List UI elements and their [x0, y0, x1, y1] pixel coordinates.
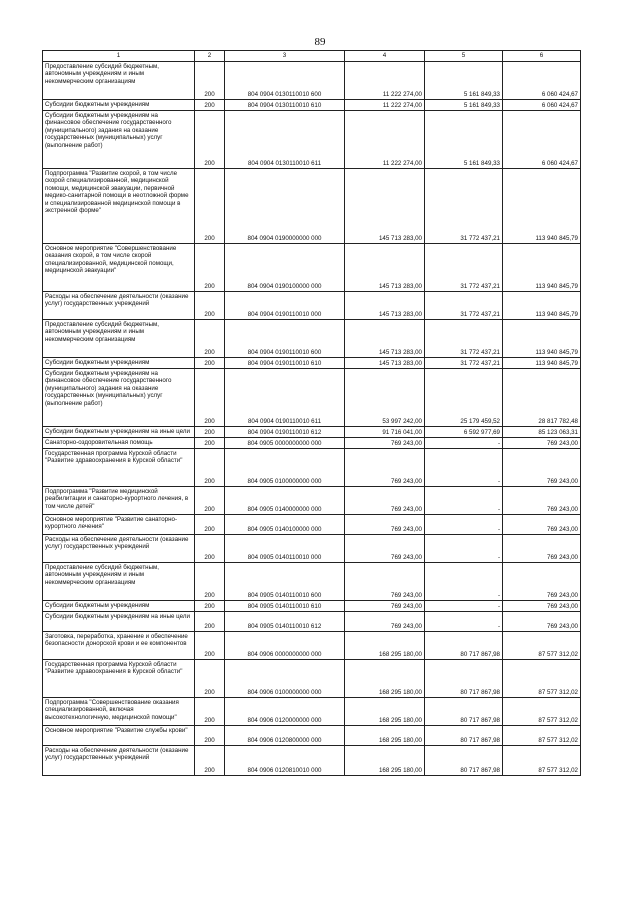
row-value-col4: 769 243,00	[345, 487, 425, 515]
row-value-col4: 91 716 041,00	[345, 427, 425, 438]
row-description: Расходы на обеспечение деятельности (оказание услуг) государственных учреждений	[43, 535, 195, 563]
row-code: 200	[195, 563, 225, 601]
table-header-row	[43, 51, 581, 62]
row-code: 200	[195, 427, 225, 438]
row-classification-code: 804 0905 0000000000 000	[225, 438, 345, 449]
row-value-col5: 25 179 459,52	[425, 369, 503, 427]
row-value-col5: 31 772 437,21	[425, 292, 503, 320]
row-classification-code: 804 0904 0130110010 611	[225, 111, 345, 169]
row-description: Расходы на обеспечение деятельности (оказание услуг) государственных учреждений	[43, 292, 195, 320]
row-value-col4: 145 713 283,00	[345, 320, 425, 358]
row-classification-code: 804 0905 0100000000 000	[225, 449, 345, 487]
row-value-col5: -	[425, 535, 503, 563]
row-code: 200	[195, 358, 225, 369]
row-value-col5: 5 161 849,33	[425, 111, 503, 169]
table-row	[43, 487, 581, 515]
row-description: Предоставление субсидий бюджетным, автономным учреждениям и иным некоммерческим организациям	[43, 62, 195, 100]
row-value-col6: 87 577 312,02	[503, 698, 581, 726]
row-classification-code: 804 0904 0130110010 610	[225, 100, 345, 111]
row-code: 200	[195, 612, 225, 632]
row-description: Заготовка, переработка, хранение и обеспечение безопасности донорской крови и ее компонентов	[43, 632, 195, 660]
table-row	[43, 100, 581, 111]
row-value-col6: 87 577 312,02	[503, 726, 581, 746]
row-description: Субсидии бюджетным учреждениям на иные цели	[43, 612, 195, 632]
table-row	[43, 358, 581, 369]
table-row	[43, 632, 581, 660]
table-body	[43, 62, 581, 776]
row-value-col5: 6 592 977,69	[425, 427, 503, 438]
row-code: 200	[195, 369, 225, 427]
table-row	[43, 698, 581, 726]
row-code: 200	[195, 62, 225, 100]
row-classification-code: 804 0905 0140110010 000	[225, 535, 345, 563]
table-row	[43, 292, 581, 320]
column-header: 1	[43, 51, 195, 62]
row-value-col4: 769 243,00	[345, 515, 425, 535]
row-code: 200	[195, 726, 225, 746]
table-row	[43, 369, 581, 427]
row-value-col5: -	[425, 438, 503, 449]
row-classification-code: 804 0904 0190110010 000	[225, 292, 345, 320]
row-description: Государственная программа Курской области "Развитие здравоохранения в Курской области"	[43, 449, 195, 487]
row-value-col4: 769 243,00	[345, 612, 425, 632]
table-row	[43, 244, 581, 292]
row-classification-code: 804 0904 0190110010 600	[225, 320, 345, 358]
row-value-col6: 769 243,00	[503, 563, 581, 601]
row-value-col6: 113 940 845,79	[503, 169, 581, 244]
row-value-col4: 145 713 283,00	[345, 244, 425, 292]
row-classification-code: 804 0905 0140110010 612	[225, 612, 345, 632]
row-value-col5: 31 772 437,21	[425, 169, 503, 244]
row-description: Санаторно-оздоровительная помощь	[43, 438, 195, 449]
row-value-col4: 145 713 283,00	[345, 358, 425, 369]
row-value-col5: 80 717 867,98	[425, 746, 503, 776]
row-value-col6: 85 123 063,31	[503, 427, 581, 438]
row-classification-code: 804 0906 0120000000 000	[225, 698, 345, 726]
row-value-col5: 80 717 867,98	[425, 660, 503, 698]
row-value-col4: 168 295 180,00	[345, 632, 425, 660]
row-description: Субсидии бюджетным учреждениям	[43, 100, 195, 111]
row-classification-code: 804 0904 0190100000 000	[225, 244, 345, 292]
row-description: Субсидии бюджетным учреждениям на иные цели	[43, 427, 195, 438]
row-value-col4: 769 243,00	[345, 535, 425, 563]
table-row	[43, 660, 581, 698]
budget-table	[42, 50, 581, 776]
row-description: Предоставление субсидий бюджетным, автономным учреждениям и иным некоммерческим организациям	[43, 563, 195, 601]
row-value-col6: 87 577 312,02	[503, 660, 581, 698]
row-value-col6: 28 817 782,48	[503, 369, 581, 427]
row-value-col4: 168 295 180,00	[345, 726, 425, 746]
column-header: 3	[225, 51, 345, 62]
row-description: Подпрограмма "Совершенствование оказания специализированной, включая высокотехнологичную, медицинской помощи"	[43, 698, 195, 726]
row-code: 200	[195, 244, 225, 292]
table-row	[43, 726, 581, 746]
row-value-col5: -	[425, 515, 503, 535]
row-value-col5: 31 772 437,21	[425, 358, 503, 369]
row-value-col6: 113 940 845,79	[503, 292, 581, 320]
row-code: 200	[195, 515, 225, 535]
row-classification-code: 804 0904 0130110010 600	[225, 62, 345, 100]
row-classification-code: 804 0905 0140100000 000	[225, 515, 345, 535]
row-code: 200	[195, 100, 225, 111]
table-row	[43, 612, 581, 632]
row-value-col6: 113 940 845,79	[503, 244, 581, 292]
row-classification-code: 804 0906 0000000000 000	[225, 632, 345, 660]
row-description: Субсидии бюджетным учреждениям	[43, 601, 195, 612]
row-description: Основное мероприятие "Совершенствование оказания скорой, в том числе скорой специализированной, медицинской помощи, медицинской эвакуации"	[43, 244, 195, 292]
row-code: 200	[195, 111, 225, 169]
row-value-col6: 769 243,00	[503, 449, 581, 487]
row-value-col6: 769 243,00	[503, 612, 581, 632]
row-code: 200	[195, 320, 225, 358]
row-description: Основное мероприятие "Развитие службы крови"	[43, 726, 195, 746]
row-value-col4: 769 243,00	[345, 563, 425, 601]
row-value-col5: -	[425, 449, 503, 487]
row-value-col6: 113 940 845,79	[503, 320, 581, 358]
row-classification-code: 804 0905 0140110010 600	[225, 563, 345, 601]
table-row	[43, 601, 581, 612]
row-description: Предоставление субсидий бюджетным, автономным учреждениям и иным некоммерческим организациям	[43, 320, 195, 358]
row-value-col4: 769 243,00	[345, 438, 425, 449]
row-value-col4: 53 997 242,00	[345, 369, 425, 427]
table-row	[43, 320, 581, 358]
row-value-col5: 80 717 867,98	[425, 726, 503, 746]
row-value-col6: 113 940 845,79	[503, 358, 581, 369]
row-value-col5: -	[425, 487, 503, 515]
table-row	[43, 438, 581, 449]
row-value-col6: 769 243,00	[503, 535, 581, 563]
table-row	[43, 563, 581, 601]
row-description: Подпрограмма "Развитие скорой, в том числе скорой специализированной, медицинской помощи, медицинской эвакуации, первичной медико-санитарной помощи в неотложной форме и специализированной медицинской помощи в экстренной форме"	[43, 169, 195, 244]
table-row	[43, 111, 581, 169]
row-classification-code: 804 0905 0140000000 000	[225, 487, 345, 515]
column-header: 4	[345, 51, 425, 62]
row-value-col6: 87 577 312,02	[503, 632, 581, 660]
row-code: 200	[195, 601, 225, 612]
table-row	[43, 62, 581, 100]
row-classification-code: 804 0905 0140110010 610	[225, 601, 345, 612]
row-description: Государственная программа Курской области "Развитие здравоохранения в Курской области"	[43, 660, 195, 698]
row-value-col5: -	[425, 612, 503, 632]
page-number: 89	[314, 36, 326, 48]
row-value-col6: 6 060 424,67	[503, 111, 581, 169]
row-code: 200	[195, 660, 225, 698]
row-value-col5: 31 772 437,21	[425, 320, 503, 358]
row-value-col6: 6 060 424,67	[503, 100, 581, 111]
row-value-col6: 6 060 424,67	[503, 62, 581, 100]
row-classification-code: 804 0906 0120810010 000	[225, 746, 345, 776]
table-row	[43, 449, 581, 487]
row-classification-code: 804 0904 0190110010 610	[225, 358, 345, 369]
row-value-col4: 168 295 180,00	[345, 746, 425, 776]
row-classification-code: 804 0906 0100000000 000	[225, 660, 345, 698]
row-value-col5: 80 717 867,98	[425, 698, 503, 726]
row-code: 200	[195, 487, 225, 515]
row-value-col4: 11 222 274,00	[345, 100, 425, 111]
row-description: Подпрограмма "Развитие медицинской реабилитации и санаторно-курортного лечения, в том числе детей"	[43, 487, 195, 515]
row-code: 200	[195, 169, 225, 244]
row-value-col5: 80 717 867,98	[425, 632, 503, 660]
row-value-col4: 11 222 274,00	[345, 62, 425, 100]
row-classification-code: 804 0906 0120800000 000	[225, 726, 345, 746]
row-code: 200	[195, 535, 225, 563]
row-description: Основное мероприятие "Развитие санаторно-курортного лечения"	[43, 515, 195, 535]
row-value-col4: 168 295 180,00	[345, 660, 425, 698]
row-classification-code: 804 0904 0190000000 000	[225, 169, 345, 244]
row-value-col4: 145 713 283,00	[345, 169, 425, 244]
row-value-col6: 769 243,00	[503, 515, 581, 535]
row-value-col5: 31 772 437,21	[425, 244, 503, 292]
row-value-col6: 769 243,00	[503, 601, 581, 612]
row-description: Субсидии бюджетным учреждениям	[43, 358, 195, 369]
row-description: Субсидии бюджетным учреждениям на финансовое обеспечение государственного (муниципального) задания на оказание государственных (муниципальных) услуг (выполнение работ)	[43, 111, 195, 169]
row-value-col4: 11 222 274,00	[345, 111, 425, 169]
row-value-col5: -	[425, 601, 503, 612]
table-row	[43, 169, 581, 244]
row-value-col6: 87 577 312,02	[503, 746, 581, 776]
row-classification-code: 804 0904 0190110010 612	[225, 427, 345, 438]
row-value-col4: 769 243,00	[345, 449, 425, 487]
row-code: 200	[195, 449, 225, 487]
row-code: 200	[195, 632, 225, 660]
table-row	[43, 427, 581, 438]
table-row	[43, 746, 581, 776]
row-description: Расходы на обеспечение деятельности (оказание услуг) государственных учреждений	[43, 746, 195, 776]
row-classification-code: 804 0904 0190110010 611	[225, 369, 345, 427]
row-code: 200	[195, 438, 225, 449]
row-value-col4: 168 295 180,00	[345, 698, 425, 726]
column-header: 2	[195, 51, 225, 62]
row-value-col4: 145 713 283,00	[345, 292, 425, 320]
column-header: 5	[425, 51, 503, 62]
row-value-col5: 5 161 849,33	[425, 100, 503, 111]
row-value-col6: 769 243,00	[503, 438, 581, 449]
row-code: 200	[195, 746, 225, 776]
row-code: 200	[195, 698, 225, 726]
row-code: 200	[195, 292, 225, 320]
table-row	[43, 535, 581, 563]
row-value-col4: 769 243,00	[345, 601, 425, 612]
table-row	[43, 515, 581, 535]
row-description: Субсидии бюджетным учреждениям на финансовое обеспечение государственного (муниципального) задания на оказание государственных (муниципальных) услуг (выполнение работ)	[43, 369, 195, 427]
column-header: 6	[503, 51, 581, 62]
row-value-col5: 5 161 849,33	[425, 62, 503, 100]
row-value-col6: 769 243,00	[503, 487, 581, 515]
row-value-col5: -	[425, 563, 503, 601]
